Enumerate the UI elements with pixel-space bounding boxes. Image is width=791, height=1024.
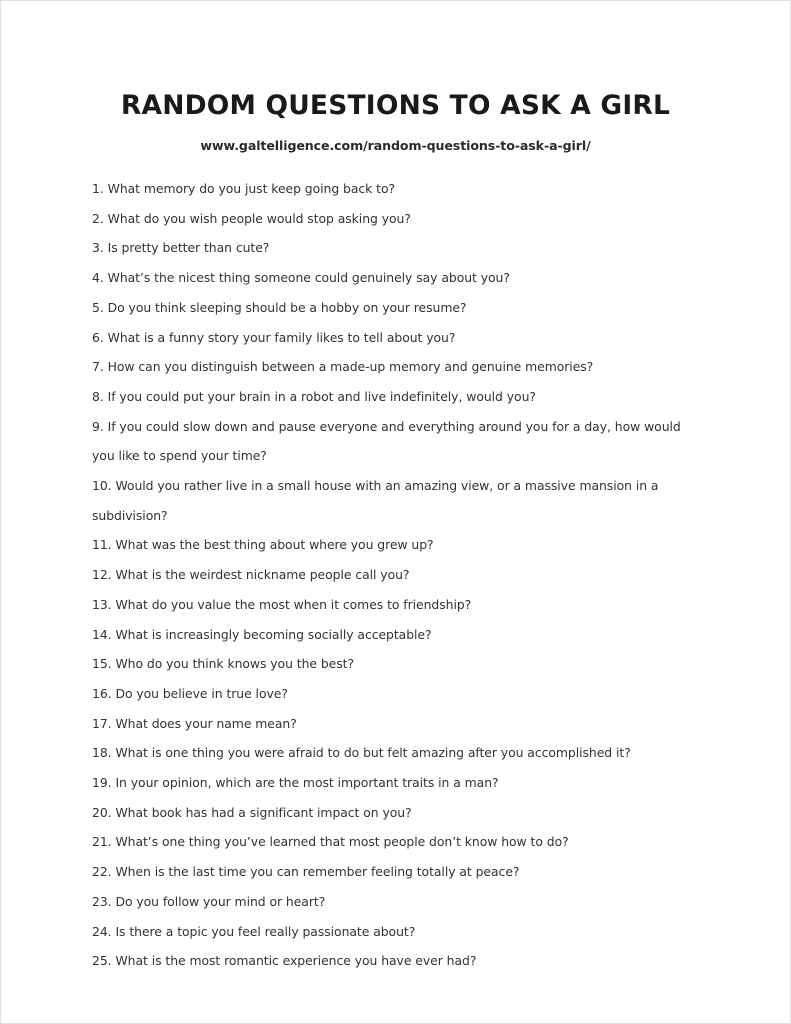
- page-title: RANDOM QUESTIONS TO ASK A GIRL: [120, 90, 671, 121]
- question-number: 15.: [92, 656, 112, 672]
- question-number: 6.: [92, 329, 104, 345]
- question-item: [92, 887, 696, 917]
- question-text: What book has had a significant impact on you?: [115, 804, 412, 820]
- question-number: 16.: [92, 685, 112, 701]
- question-number: 17.: [92, 715, 112, 731]
- question-list: [92, 174, 696, 976]
- question-number: 10.: [92, 478, 112, 494]
- question-number: 12.: [92, 567, 112, 583]
- question-item: [92, 768, 696, 798]
- question-number: 25.: [92, 953, 112, 969]
- question-number: 23.: [92, 893, 112, 909]
- question-text: Is pretty better than cute?: [107, 240, 270, 256]
- question-number: 18.: [92, 745, 112, 761]
- question-item: [92, 323, 696, 353]
- question-text: When is the last time you can remember feeling totally at peace?: [115, 864, 520, 880]
- question-text: What do you value the most when it comes to friendship?: [115, 596, 472, 612]
- question-text: What is one thing you were afraid to do but felt amazing after you accomplished it?: [115, 745, 631, 761]
- question-item: [92, 679, 696, 709]
- question-item: [92, 233, 696, 263]
- question-item: [92, 204, 696, 234]
- question-text: What was the best thing about where you grew up?: [115, 537, 434, 553]
- document-sheet: [1, 1, 790, 1023]
- question-number: 7.: [92, 359, 104, 375]
- question-item: [92, 352, 696, 382]
- question-item: [92, 946, 696, 976]
- question-number: 21.: [92, 834, 112, 850]
- question-text: In your opinion, which are the most important traits in a man?: [115, 775, 499, 791]
- question-text: What is a funny story your family likes to tell about you?: [107, 329, 456, 345]
- question-item: [92, 590, 696, 620]
- question-number: 8.: [92, 388, 104, 404]
- question-number: 1.: [92, 181, 104, 196]
- question-text: What does your name mean?: [115, 715, 297, 731]
- question-item: [92, 917, 696, 947]
- question-number: 4.: [92, 270, 104, 286]
- question-text: Who do you think knows you the best?: [115, 656, 354, 672]
- question-item: [92, 174, 696, 204]
- question-number: 5.: [92, 299, 104, 315]
- question-item: [92, 293, 696, 323]
- document-header: [1, 1, 790, 153]
- question-item: [92, 263, 696, 293]
- question-item: [92, 382, 696, 412]
- question-text: What’s the nicest thing someone could genuinely say about you?: [107, 270, 510, 286]
- question-number: 9.: [92, 418, 104, 434]
- question-number: 11.: [92, 537, 112, 553]
- question-number: 22.: [92, 864, 112, 880]
- question-number: 19.: [92, 775, 112, 791]
- question-text: What is the most romantic experience you have ever had?: [115, 953, 477, 969]
- question-text: What is increasingly becoming socially acceptable?: [115, 626, 432, 642]
- question-item: [92, 738, 696, 768]
- question-item: [92, 412, 696, 471]
- question-text: What memory do you just keep going back to?: [107, 181, 396, 196]
- question-text: Do you believe in true love?: [115, 685, 288, 701]
- question-item: [92, 530, 696, 560]
- question-number: 20.: [92, 804, 112, 820]
- question-text: If you could slow down and pause everyone and everything around you for a day, how would you like to spend your time?: [92, 418, 681, 464]
- question-number: 2.: [92, 210, 104, 226]
- question-text: What is the weirdest nickname people call you?: [115, 567, 410, 583]
- question-item: [92, 620, 696, 650]
- question-number: 14.: [92, 626, 112, 642]
- question-item: [92, 649, 696, 679]
- question-item: [92, 827, 696, 857]
- question-number: 24.: [92, 923, 112, 939]
- question-text: If you could put your brain in a robot and live indefinitely, would you?: [107, 388, 536, 404]
- question-item: [92, 798, 696, 828]
- question-text: Is there a topic you feel really passionate about?: [115, 923, 416, 939]
- question-item: [92, 560, 696, 590]
- question-text: What do you wish people would stop asking you?: [107, 210, 411, 226]
- question-text: Do you think sleeping should be a hobby on your resume?: [107, 299, 467, 315]
- question-number: 13.: [92, 596, 112, 612]
- question-item: [92, 471, 696, 530]
- question-item: [92, 857, 696, 887]
- question-text: Would you rather live in a small house with an amazing view, or a massive mansion in a subdivision?: [92, 478, 659, 523]
- question-number: 3.: [92, 240, 104, 256]
- question-text: How can you distinguish between a made-up memory and genuine memories?: [107, 359, 594, 375]
- question-item: [92, 709, 696, 739]
- question-text: What’s one thing you’ve learned that most people don’t know how to do?: [115, 834, 569, 850]
- question-text: Do you follow your mind or heart?: [115, 893, 326, 909]
- source-url: www.galtelligence.com/random-questions-to-ask-a-girl/: [200, 138, 591, 154]
